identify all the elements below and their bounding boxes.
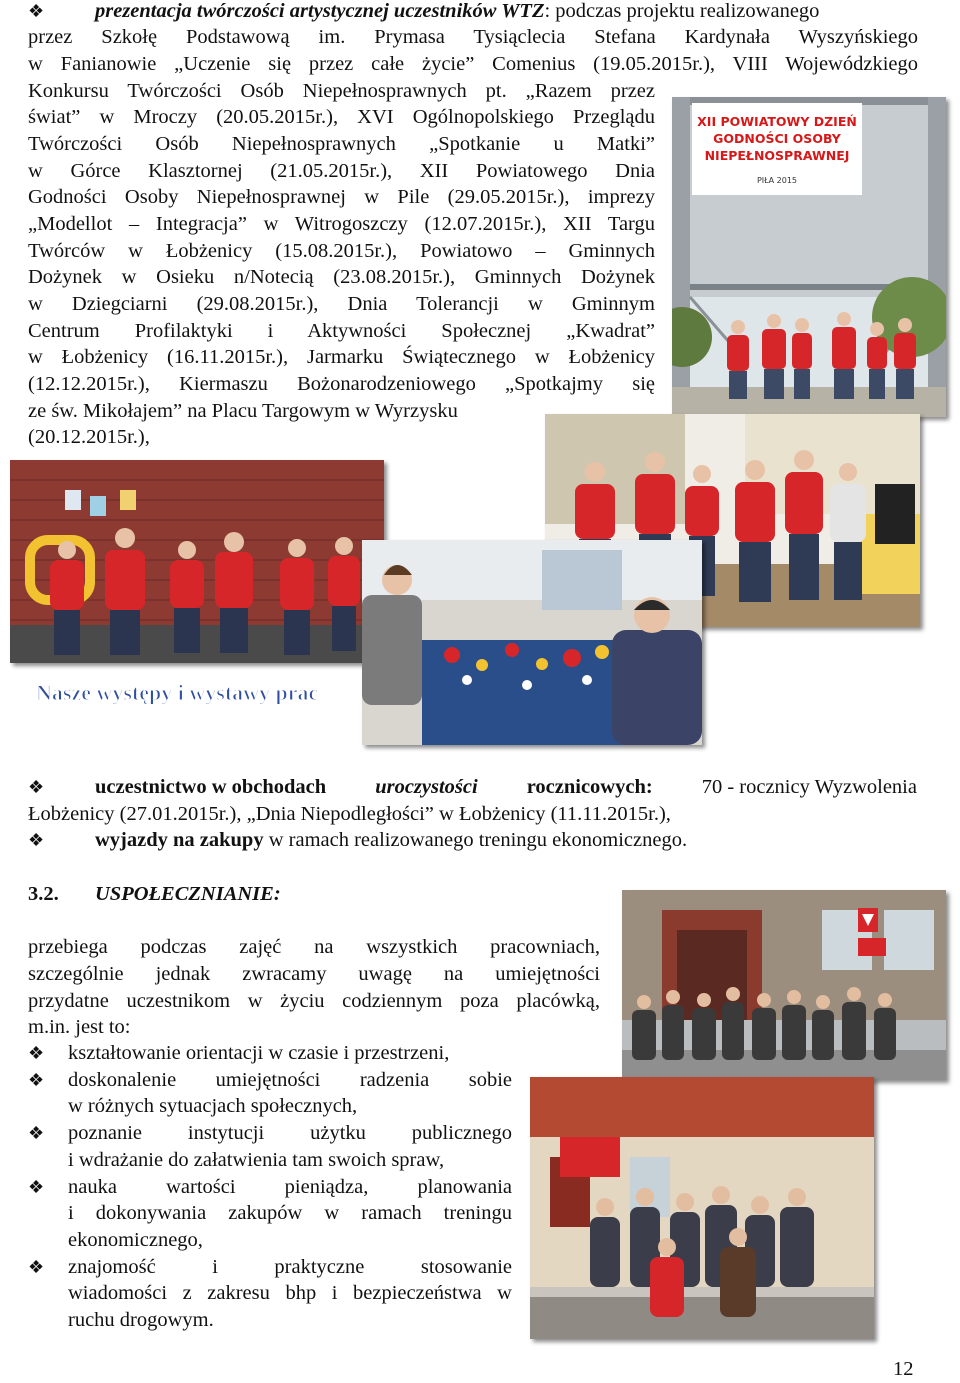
collage-caption-text: Nasze występy i wystawy prac — [36, 680, 319, 705]
eagle-emblem-icon — [858, 908, 878, 932]
top-line-2: przez Szkołę Podstawową im. Prymasa Tysiąclecia Stefana Kardynała Wyszyńskiego — [28, 26, 918, 48]
shopping-bold: wyjazdy na zakupy — [95, 829, 264, 851]
shopping-bullet — [95, 827, 687, 854]
anniversary-bullet-line-1 — [95, 774, 917, 801]
top-line-13: Centrum Profilaktyki i Aktywności Społecznej „Kwadrat” — [28, 320, 655, 342]
top-line-16: ze św. Mikołajem” na Placu Targowym w Wyrzysku — [28, 400, 458, 422]
skill-3-line-2: i wdrażanie do załatwienia tam swoich spraw, — [68, 1149, 445, 1171]
diamond-bullet-icon: ❖ — [28, 1070, 45, 1090]
top-line-15: (12.12.2015r.), Kiermaszu Bożonarodzeniowego „Spotkajmy się — [28, 373, 655, 395]
intro-line-3: przydatne uczestnikom w życiu codziennym poza placówką, — [28, 990, 600, 1012]
anniversary-bold-b: rocznicowych: — [526, 776, 653, 798]
top-line-7: w Górce Klasztornej (21.05.2015r.), XII Powiatowego Dnia — [28, 160, 655, 182]
top-line-3: w Fanianowie „Uczenie się przez całe życie” Comenius (19.05.2015r.), VIII Wojewódzkiego — [28, 53, 918, 75]
diamond-bullet-icon: ❖ — [28, 1123, 45, 1143]
top-line-6: Twórczości Osób Niepełnosprawnych „Spotkanie u Matki” — [28, 133, 655, 155]
intro-line-4: m.in. jest to: — [28, 1016, 131, 1038]
diamond-bullet-icon: ❖ — [28, 1177, 45, 1197]
page-number: 12 — [893, 1358, 914, 1380]
skill-5-line-1: znajomość i praktyczne stosowanie — [68, 1256, 512, 1278]
diamond-bullet-icon: ❖ — [28, 1, 45, 21]
skill-3-line-1: poznanie instytucji użytku publicznego — [68, 1122, 512, 1144]
lead-rest-text: : podczas projektu realizowanego — [544, 0, 820, 22]
group-building-photo-2 — [530, 1077, 874, 1339]
top-line-5: świat” w Mroczy (20.05.2015r.), XVI Ogólnopolskiego Przeglądu — [28, 106, 655, 128]
diamond-bullet-icon: ❖ — [28, 830, 45, 850]
banner-line-3: NIEPEŁNOSPRAWNEJ — [704, 148, 850, 163]
skill-2-line-2: w różnych sytuacjach społecznych, — [68, 1095, 358, 1117]
anniversary-bullet-line-2: Łobżenicy (27.01.2015r.), „Dnia Niepodległości” w Łobżenicy (11.11.2015r.), — [28, 803, 671, 825]
collage-caption — [30, 674, 350, 710]
skill-4-line-1: nauka wartości pieniądza, planowania — [68, 1176, 512, 1198]
skill-1-line-1: kształtowanie orientacji w czasie i przestrzeni, — [68, 1042, 450, 1064]
shopping-rest: w ramach realizowanego treningu ekonomicznego. — [268, 829, 688, 851]
skill-4-line-3: ekonomicznego, — [68, 1229, 203, 1251]
top-line-11: Dożynek w Osieku n/Notecią (23.08.2015r.), Gminnych Dożynek — [28, 266, 655, 288]
top-line-4: Konkursu Twórczości Osób Niepełnosprawnych pt. „Razem przez — [28, 80, 655, 102]
group-building-photo-1 — [622, 890, 946, 1080]
top-line-14: w Łobżenicy (16.11.2015r.), Jarmarku Świątecznego w Łobżenicy — [28, 346, 655, 368]
anniversary-bold-a: uczestnictwo w obchodach — [95, 776, 327, 798]
diamond-bullet-icon: ❖ — [28, 777, 45, 797]
skill-5-line-3: ruchu drogowym. — [68, 1309, 214, 1331]
skill-4-line-2: i dokonywania zakupów w ramach treningu — [68, 1202, 512, 1224]
top-line-10: Twórców w Łobżenicy (15.08.2015r.), Powiatowo – Gminnych — [28, 240, 655, 262]
performance-photo-left — [10, 460, 384, 663]
diamond-bullet-icon: ❖ — [28, 1257, 45, 1277]
lead-bold-text: prezentacja twórczości artystycznej uczestników WTZ — [95, 0, 545, 22]
skill-2-line-1: doskonalenie umiejętności radzenia sobie — [68, 1069, 512, 1091]
top-line-8: Godności Osoby Niepełnosprawnej w Pile (29.05.2015r.), imprezy — [28, 186, 655, 208]
section-title: USPOŁECZNIANIE: — [95, 883, 281, 905]
anniversary-bold-italic: uroczystości — [375, 776, 478, 798]
banner-line-1: XII POWIATOWY DZIEŃ — [697, 114, 857, 129]
stage-banner-photo — [672, 97, 946, 417]
section-number: 3.2. — [28, 883, 59, 905]
anniversary-rest: 70 - rocznicy Wyzwolenia — [701, 776, 917, 798]
top-line-9: „Modellot – Integracja” w Witrogoszczy (12.07.2015r.), XII Targu — [28, 213, 655, 235]
intro-line-1: przebiega podczas zajęć na wszystkich pracowniach, — [28, 936, 600, 958]
skill-5-line-2: wiadomości z zakresu bhp i bezpieczeństwa w — [68, 1282, 512, 1304]
skills-list — [0, 1040, 520, 1340]
intro-line-2: szczególnie jednak zwracamy uwagę na umiejętności — [28, 963, 600, 985]
top-line-17: (20.12.2015r.), — [28, 426, 150, 448]
banner-line-4: PIŁA 2015 — [756, 176, 798, 185]
diamond-bullet-icon: ❖ — [28, 1043, 45, 1063]
top-line-1 — [95, 0, 918, 25]
exhibition-stall-photo — [362, 540, 702, 745]
top-line-12: w Dziegciarni (29.08.2015r.), Dnia Tolerancji w Gminnym — [28, 293, 655, 315]
banner-line-2: GODNOŚCI OSOBY — [713, 131, 841, 146]
